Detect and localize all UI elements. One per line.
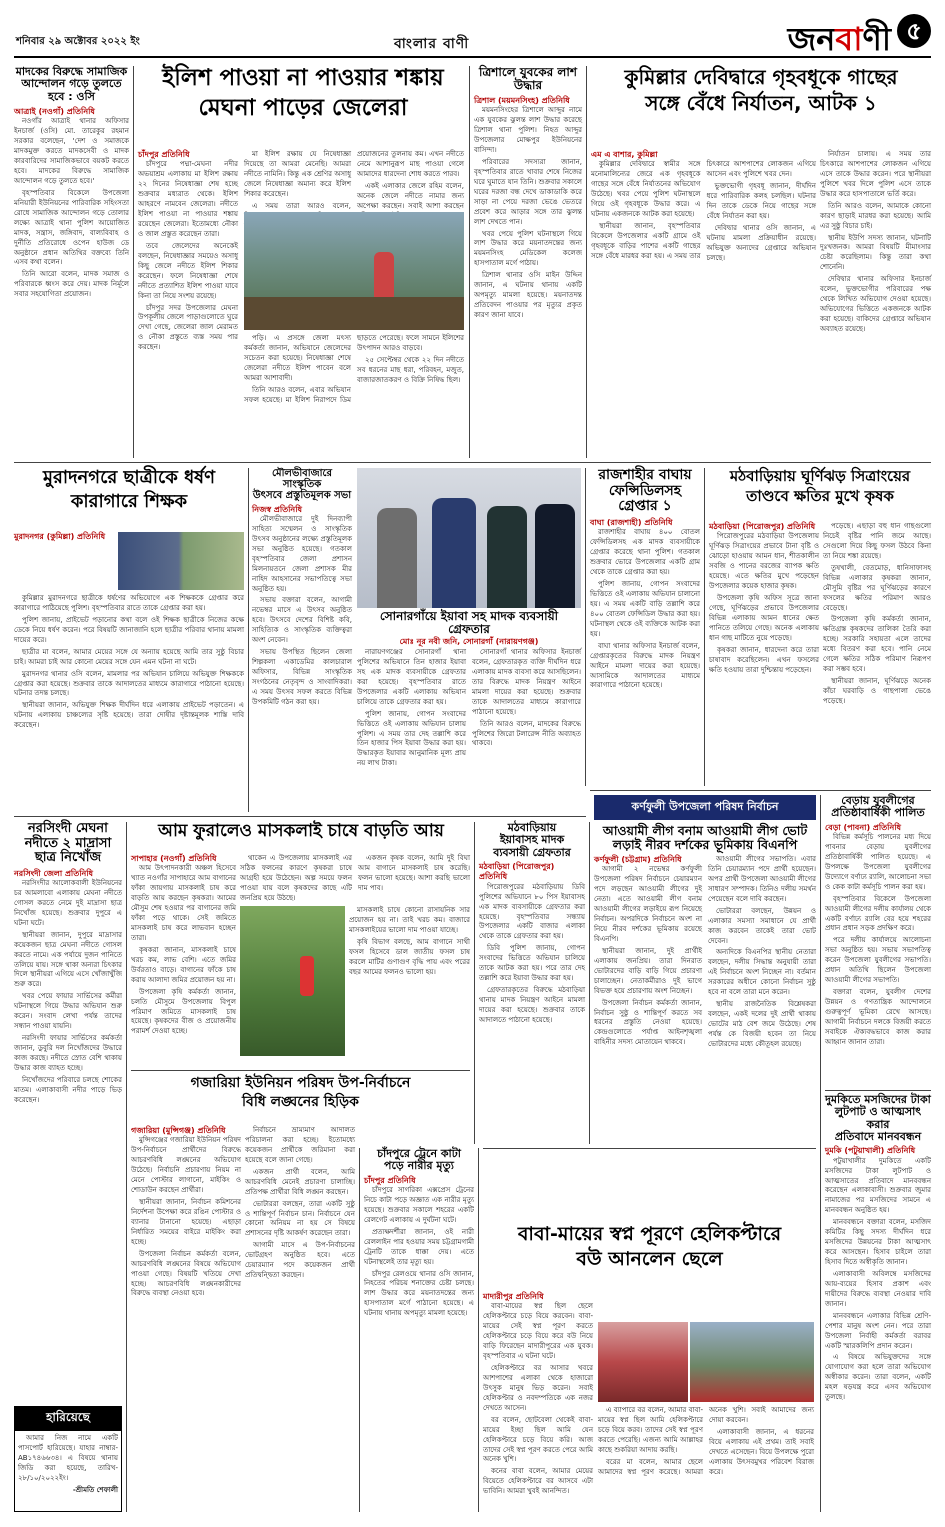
article-chandpur-train: চাঁদপুরে ট্রেনে কাটা পড়ে নারীর মৃত্যু চাঁদপুর প্রতিনিধি চাঁদপুরে সাগরিকা এক্সপ্রেস ট্রেনের নিচে কাটা পড়ে অজ্ঞাত এক নারীর মৃত্যু হয়েছে। শুক্রবার সকালে শহরের একটি রেলগেট এলাকায় এ দুর্ঘটনা ঘটে। প্রত্যক্ষদর্শীরা জানান, ওই নারী রেললাইন পার হওয়ার সময় চট্টগ্রামগামী ট্রেনটি তাকে ধাক্কা দেয়। এতে ঘটনাস্থলেই তার মৃত্যু হয়। চাঁদপুর রেলওয়ে থানার ওসি জানান, নিহতের পরিচয় শনাক্তের চেষ্টা চলছে। লাশ উদ্ধার করে ময়নাতদন্তের জন্য হাসপাতাল মর্গে পাঠানো হয়েছে। এ ঘটনায় থানায় অপমৃত্যু মামলা হয়েছে। (364, 1147, 474, 1318)
photo-groom (598, 1322, 688, 1402)
page-number: ৫ (897, 14, 931, 48)
masthead (14, 10, 931, 58)
article-bera: বেড়ায় যুবলীগের প্রতিষ্ঠাবার্ষিকী পালিত বেড়া (পাবনা) প্রতিনিধি বিভিন্ন কর্মসূচি পালনের মধ্য দিয়ে পাবনার বেড়ায় যুবলীগের প্রতিষ্ঠাবার্ষিকী পালিত হয়েছে। এ উপলক্ষে উপজেলা যুবলীগের উদ্যোগে বর্ণাঢ্য র‍্যালি, আলোচনা সভা ও কেক কাটা কর্মসূচি পালন করা হয়। বৃহস্পতিবার বিকেলে উপজেলা আওয়ামী লীগের দলীয় কার্যালয় থেকে একটি বর্ণাঢ্য র‍্যালি বের হয়ে শহরের প্রধান প্রধান সড়ক প্রদক্ষিণ করে। পরে দলীয় কার্যালয়ে আলোচনা সভা অনুষ্ঠিত হয়। সভায় সভাপতিত্ব করেন উপজেলা যুবলীগের সভাপতি। প্রধান অতিথি ছিলেন উপজেলা আওয়ামী লীগের সভাপতি। বক্তারা বলেন, যুবলীগ দেশের উন্নয়ন ও গণতান্ত্রিক আন্দোলনে গুরুত্বপূর্ণ ভূমিকা রেখে আসছে। আগামী নির্বাচনে দলকে বিজয়ী করতে সবাইকে ঐক্যবদ্ধভাবে কাজ করার আহ্বান জানান তারা। (825, 794, 931, 1046)
article-helicopter-col2 (598, 1292, 814, 1320)
byline: চাঁদপুর প্রতিনিধি (364, 1175, 416, 1185)
byline: দুমকি (পটুয়াখালী) প্রতিনিধি (825, 1146, 916, 1156)
article-sonargaon-headline: সোনারগাঁয়ে ইয়াবা সহ মাদক ব্যবসায়ী গ্রেফতার মোঃ নূর নবী জনি, সোনারগাঁ (নারায়ণগঞ্জ) (357, 610, 581, 646)
article-cyclone-headline: মঠবাড়িয়ায় ঘূর্ণিঝড় সিত্রাংয়ের তাণ্ডবে ক্ষতির মুখে কৃষক (729, 467, 911, 505)
article-karnaphuli: কর্ণফুলী উপজেলা পরিষদ নির্বাচন আওয়ামী লীগ বনাম আওয়ামী লীগ ভোট লড়াই নীরব দর্শকের ভূমিকায় বিএনপি কর্ণফুলী (চট্টগ্রাম) প্রতিনিধি আগামী ২ নভেম্বর কর্ণফুলী উপজেলা পরিষদ নির্বাচনে চেয়ারম্যান পদে লড়ছেন আওয়ামী লীগের দুই নেতা। এতে আওয়ামী লীগ বনাম আওয়ামী লীগের লড়াইয়ে রূপ নিয়েছে নির্বাচন। অপরদিকে নির্বাচনে অংশ না নিয়ে নীরব দর্শকের ভূমিকায় রয়েছে বিএনপি। স্থানীয়রা জানান, দুই প্রার্থীই এলাকায় জনপ্রিয়। তারা দিনরাত ভোটারদের বাড়ি বাড়ি গিয়ে প্রচারণা চালাচ্ছেন। নেতাকর্মীরাও দুই ভাগে বিভক্ত হয়ে প্রচারণায় অংশ নিচ্ছেন। উপজেলা নির্বাচন কর্মকর্তা জানান, নির্বাচন সুষ্ঠু ও শান্তিপূর্ণ করতে সব ধরনের প্রস্তুতি নেওয়া হয়েছে। কেন্দ্রগুলোতে পর্যাপ্ত আইনশৃঙ্খলা বাহিনীর সদস্য মোতায়েন থাকবে। আওয়ামী লীগের সভাপতি। এবার তিনি চেয়ারম্যান পদে প্রার্থী হয়েছেন। অপর প্রার্থী উপজেলা আওয়ামী লীগের সাধারণ সম্পাদক। তিনিও দলীয় সমর্থন পেয়েছেন বলে দাবি করছেন। ভোটাররা বলছেন, উন্নয়ন ও এলাকার সমস্যা সমাধানে যে প্রার্থী কাজ করবেন তাকেই তারা ভোট দেবেন। অন্যদিকে বিএনপির স্থানীয় নেতারা বলছেন, দলীয় সিদ্ধান্ত অনুযায়ী তারা এই নির্বাচনে অংশ নিচ্ছেন না। বর্তমান সরকারের অধীনে কোনো নির্বাচন সুষ্ঠু হবে না বলে তারা মনে করেন। স্থানীয় রাজনৈতিক বিশ্লেষকরা বলছেন, একই দলের দুই প্রার্থী থাকায় ভোটের মাঠ বেশ জমে উঠেছে। শেষ পর্যন্ত কে বিজয়ী হবেন তা নিয়ে ভোটারদের মধ্যে কৌতূহল রয়েছে। (594, 795, 816, 1145)
article-sonargaon-body: নারায়ণগঞ্জের সোনারগাঁ থানা পুলিশের অভিযানে তিন হাজার ইয়াবা সহ এক মাদক ব্যবসায়ীকে গ্রেফতার করা হয়েছে। বৃহস্পতিবার রাতে উপজেলার একটি এলাকায় অভিযান চালিয়ে তাকে গ্রেফতার করা হয়। পুলিশ জানায়, গোপন সংবাদের ভিত্তিতে ওই এলাকায় অভিযান চালায় পুলিশ। এ সময় তার দেহ তল্লাশি করে তিন হাজার পিস ইয়াবা উদ্ধার করা হয়। উদ্ধারকৃত ইয়াবার আনুমানিক মূল্য প্রায় নয় লাখ টাকা। সোনারগাঁ থানার অফিসার ইনচার্জ বলেন, গ্রেফতারকৃত ব্যক্তি দীর্ঘদিন ধরে এলাকায় মাদক ব্যবসা করে আসছিলেন। তার বিরুদ্ধে মাদক নিয়ন্ত্রণ আইনে মামলা দায়ের করা হয়েছে। শুক্রবার তাকে আদালতের মাধ্যমে কারাগারে পাঠানো হয়েছে। তিনি আরও বলেন, মাদকের বিরুদ্ধে পুলিশের জিরো টলারেন্স নীতি অব্যাহত থাকবে। (357, 648, 581, 768)
byline: নরসিংদী জেলা প্রতিনিধি (14, 868, 94, 878)
article-adrug: মাদকের বিরুদ্ধে সামাজিক আন্দোলন গড়ে তুলতে হবে : ওসি আত্রাই (নওগাঁ) প্রতিনিধি নওগাঁর আত্রাই থানার অফিসার ইনচার্জ (ওসি) মো. তারেকুর রহমান সরকার বলেছেন, 'দেশ ও সমাজকে মাদকমুক্ত করতে মাদকসেবী ও মাদক কারবারিদের সামাজিকভাবে বয়কট করতে হবে। মাদকের বিরুদ্ধে সামাজিক আন্দোলন গড়ে তুলতে হবে।' বৃহস্পতিবার বিকেলে উপজেলা মনিয়ারী ইউনিয়নের পারিবারিক সহিংসতা রোধে সামাজিক আন্দোলন গড়ে তোলার লক্ষ্যে আত্রাই থানা পুলিশ আয়োজিত মাদক, সন্ত্রাস, জঙ্গিবাদ, বাল্যবিবাহ ও দুর্নীতি প্রতিরোধে ওপেন হাউজ ডে অনুষ্ঠানে প্রধান অতিথির বক্তব্যে তিনি এসব কথা বলেন। তিনি আরো বলেন, মাদক সমাজ ও পরিবারকে ধ্বংস করে দেয়। মাদক নির্মূলে সবার সহযোগিতা প্রয়োজন। (14, 65, 129, 299)
byline: কর্ণফুলী (চট্টগ্রাম) প্রতিনিধি (594, 855, 682, 864)
photo-accused (118, 532, 244, 590)
article-gazaria-col2: নির্বাচনে ভ্রাম্যমাণ আদালত পরিচালনা করা হচ্ছে। ইতোমধ্যে কয়েকজন প্রার্থীকে জরিমানা করা হয়েছে বলে জানা গেছে। একজন প্রার্থী বলেন, আমি আচরণবিধি মেনেই প্রচারণা চালাচ্ছি। প্রতিপক্ষ প্রার্থীরা বিধি লঙ্ঘন করছেন। ভোটাররা বলছেন, তারা একটি সুষ্ঠু ও শান্তিপূর্ণ নির্বাচন চান। নির্বাচনে যেন কোনো অনিয়ম না হয় সে বিষয়ে প্রশাসনের দৃষ্টি আকর্ষণ করেছেন তারা। আগামী মাসে এ উপ-নির্বাচনের ভোটগ্রহণ অনুষ্ঠিত হবে। এতে চেয়ারম্যান পদে কয়েকজন প্রার্থী প্রতিদ্বন্দ্বিতা করছেন। (245, 1126, 355, 1280)
photo-field (240, 906, 345, 1056)
article-debidwar-body2: নির্যাতন চালায়। এ সময় তার চিৎকারে আশপাশের লোকজন এগিয়ে এসে তাকে উদ্ধার করেন। পরে স্থানীয়রা পুলিশে খবর দিলে পুলিশ এসে তাকে উদ্ধার করে হাসপাতালে ভর্তি করে। তিনি আরও বলেন, আমাকে কোনো কারণ ছাড়াই মারধর করা হয়েছে। আমি এর সুষ্ঠু বিচার চাই। স্থানীয় ইউপি সদস্য জানান, ঘটনাটি দুঃখজনক। আমরা বিষয়টি মীমাংসার চেষ্টা করেছিলাম। কিন্তু তারা কথা শোনেনি। দেবিদ্বার থানার অফিসার ইনচার্জ বলেন, ভুক্তভোগীর পরিবারের পক্ষ থেকে লিখিত অভিযোগ দেওয়া হয়েছে। অভিযোগের ভিত্তিতে একজনকে আটক করা হয়েছে। বাকিদের গ্রেপ্তারে অভিযান অব্যাহত রয়েছে। (820, 150, 931, 333)
byline: চাঁদপুর প্রতিনিধি (138, 150, 190, 159)
lost-notice-title: হারিয়েছে (15, 1407, 121, 1431)
issue-date: শনিবার ২৯ অক্টোবর ২০২২ ইং (16, 36, 140, 47)
article-mango-col1: সাপাহার (নওগাঁ) প্রতিনিধি আম উৎপাদনকারী অঞ্চল হিসেবে খ্যাত নওগাঁর সাপাহারে আম বাগানের ফাঁকা জায়গায় মাসকলাই চাষ করে বাড়তি আয় করছেন কৃষকরা। আমের মৌসুম শেষ হওয়ার পর বাগানের জমি ফাঁকা পড়ে থাকে। সেই জমিতে মাসকলাই চাষ করে লাভবান হচ্ছেন তারা। কৃষকরা জানান, মাসকলাই চাষে খরচ কম, লাভ বেশি। এতে জমির উর্বরতাও বাড়ে। বাগানের ফাঁকে চাষ করায় আলাদা জমির প্রয়োজন হয় না। উপজেলা কৃষি কর্মকর্তা জানান, চলতি মৌসুমে উপজেলায় বিপুল পরিমাণ জমিতে মাসকলাই চাষ হয়েছে। কৃষকদের বীজ ও প্রয়োজনীয় পরামর্শ দেওয়া হচ্ছে। (131, 854, 236, 1036)
article-narsingdi: নরসিংদী মেঘনা নদীতে ২ মাদ্রাসা ছাত্র নিখোঁজ নরসিংদী জেলা প্রতিনিধি নরসিংদীর আলোকবালী ইউনিয়নের চর আমলাবো এলাকায় মেঘনা নদীতে গোসল করতে নেমে দুই মাদ্রাসা ছাত্র নিখোঁজ হয়েছে। শুক্রবার দুপুরে এ ঘটনা ঘটে। স্থানীয়রা জানান, দুপুরে মাদ্রাসার কয়েকজন ছাত্র মেঘনা নদীতে গোসল করতে নামে। এক পর্যায়ে দুজন পানিতে তলিয়ে যায়। সঙ্গে থাকা অন্যরা চিৎকার দিলে স্থানীয়রা এগিয়ে এসে খোঁজাখুঁজি শুরু করে। খবর পেয়ে ফায়ার সার্ভিসের কর্মীরা ঘটনাস্থলে গিয়ে উদ্ধার অভিযান শুরু করেন। সংবাদ লেখা পর্যন্ত তাদের সন্ধান পাওয়া যায়নি। নরসিংদী ফায়ার সার্ভিসের কর্মকর্তা জানান, ডুবুরি দল নিখোঁজদের উদ্ধারে কাজ করছে। নদীতে স্রোত বেশি থাকায় উদ্ধার কাজ ব্যাহত হচ্ছে। নিখোঁজদের পরিবারে চলছে শোকের মাতম। এলাকাবাসী নদীর পাড়ে ভিড় করেছেন। (14, 821, 122, 1104)
logo: জনবাণী (787, 20, 891, 58)
article-debidwar-headline: কুমিল্লার দেবিদ্বারে গৃহবধূকে গাছের সঙ্গে বেঁধে নির্যাতন, আটক ১ (624, 65, 898, 116)
article-helicopter-col1: মাদারীপুর প্রতিনিধি বাবা-মায়ের স্বপ্ন ছিল ছেলে হেলিকপ্টারে চড়ে বিয়ে করবেন। বাবা-মায়ের সেই স্বপ্ন পূরণ করতে হেলিকপ্টারে চড়ে বিয়ে করে বউ নিয়ে বাড়ি ফিরেছেন মাদারীপুরের এক যুবক। বৃহস্পতিবার এ ঘটনা ঘটে। হেলিকপ্টারে বর আসার খবরে আশপাশের এলাকা থেকে হাজারো উৎসুক মানুষ ভিড় করেন। সবাই হেলিকপ্টার ও নবদম্পতিকে এক নজর দেখতে আসেন। বর বলেন, ছোটবেলা থেকেই বাবা-মায়ের ইচ্ছা ছিল আমি যেন হেলিকপ্টারে চড়ে বিয়ে করি। আজ তাদের সেই স্বপ্ন পূরণ করতে পেরে আমি অনেক খুশি। কনের বাবা বলেন, আমার মেয়ের বিয়েতে হেলিকপ্টারে বর আসবে এটা ভাবিনি। আমরা খুবই আনন্দিত। (483, 1292, 593, 1496)
byline: এম এ বাশার, কুমিল্লা (591, 150, 658, 159)
article-hilsa-col2: মা ইলিশ রক্ষায় যে নিষেধাজ্ঞা দিয়েছে তা আমরা মেনেছি। আমরা নদীতে নামিনি। কিন্তু এক শ্রেণির অসাধু জেলে নিষেধাজ্ঞা অমান্য করে ইলিশ শিকার করেছেন। এ সময় তারা আরও বলেন, প্রয়োজনের তুলনায় কম। এখন নদীতে নেমে আশানুরূপ মাছ পাওয়া গেলে আমাদের ধারদেনা শোধ করতে পারব। একই এলাকার জেলে রহিম বলেন, অনেক জেলে নদীতে নামার জন্য অপেক্ষা করছেন। সবাই আশা করছেন (244, 150, 464, 210)
byline: ত্রিশাল (ময়মনসিংহ) প্রতিনিধি (474, 95, 570, 105)
byline: বাঘা (রাজশাহী) প্রতিনিধি (590, 518, 673, 528)
photo-arrest (357, 468, 581, 608)
article-cyclone-col1: মঠবাড়িয়া (পিরোজপুর) প্রতিনিধি পিরোজপুরের মঠবাড়িয়া উপজেলায় ঘূর্ণিঝড় সিত্রাংয়ের প্রভাবে টানা বৃষ্টি ও ঝোড়ো হাওয়ায় আমন ধান, শীতকালীন সবজি ও পানের বরজের ব্যাপক ক্ষতি হয়েছে। এতে ক্ষতির মুখে পড়েছেন উপজেলার কয়েক হাজার কৃষক। উপজেলা কৃষি অফিস সূত্রে জানা গেছে, ঘূর্ণিঝড়ের প্রভাবে উপজেলার বিভিন্ন এলাকায় আমন ধানের ক্ষেত পানিতে তলিয়ে গেছে। অনেক এলাকায় ধান গাছ মাটিতে নুয়ে পড়েছে। কৃষকরা জানান, ধারদেনা করে তারা চাষাবাদ করেছিলেন। এখন ফসলের ক্ষতি হওয়ায় তারা দুশ্চিন্তায় পড়েছেন। (709, 522, 819, 674)
article-mango-col3: মাসকলাই চাষে কোনো রাসায়নিক সার প্রয়োজন হয় না। তাই খরচ কম। বাজারে মাসকলাইয়ের ভালো দাম পাওয়া যাচ্ছে। কৃষি বিভাগ বলছে, আম বাগানে সাথী ফসল হিসেবে ডাল জাতীয় ফসল চাষ করলে মাটির গুণাগুণ বৃদ্ধি পায় এবং পরের বছর আমের ফলনও ভালো হয়। (349, 906, 470, 976)
article-debidwar-body: এম এ বাশার, কুমিল্লা কুমিল্লার দেবিদ্বারে স্বামীর সঙ্গে মনোমালিন্যের জেরে এক গৃহবধূকে গাছের সঙ্গে বেঁধে নির্যাতনের অভিযোগ উঠেছে। খবর পেয়ে পুলিশ ঘটনাস্থলে গিয়ে ওই গৃহবধূকে উদ্ধার করে। এ ঘটনায় একজনকে আটক করা হয়েছে। স্থানীয়রা জানান, বৃহস্পতিবার বিকেলে উপজেলার একটি গ্রামে ওই গৃহবধূকে বাড়ির পাশের একটি গাছের সঙ্গে বেঁধে মারধর করা হয়। এ সময় তার চিৎকারে আশপাশের লোকজন এগিয়ে আসেন এবং পুলিশে খবর দেন। ভুক্তভোগী গৃহবধূ জানান, দীর্ঘদিন ধরে পারিবারিক কলহ চলছিল। ঘটনার দিন তাকে ডেকে নিয়ে গাছের সঙ্গে বেঁধে নির্যাতন করা হয়। দেবিদ্বার থানার ওসি জানান, এ ঘটনায় মামলা প্রক্রিয়াধীন রয়েছে। অভিযুক্ত অন্যদের গ্রেপ্তারে অভিযান চলছে। (591, 150, 816, 262)
byline: বেড়া (পাবনা) প্রতিনিধি (825, 822, 902, 832)
byline: সাপাহার (নওগাঁ) প্রতিনিধি (131, 854, 217, 863)
article-hilsa-headline: ইলিশ পাওয়া না পাওয়ার শঙ্কায় মেঘনা পাড়ের জেলেরা (162, 65, 444, 121)
article-gazaria-headline: গজারিয়া ইউনিয়ন পরিষদ উপ-নির্বাচনে বিধি লঙ্ঘনের হিড়িক (190, 1075, 411, 1110)
article-trishal: ত্রিশালে যুবকের লাশ উদ্ধার ত্রিশাল (ময়মনসিংহ) প্রতিনিধি ময়মনসিংহের ত্রিশালে আব্দুর নামে এক যুবকের ঝুলন্ত লাশ উদ্ধার করেছে ত্রিশাল থানা পুলিশ। নিহত আব্দুর উপজেলার মোক্ষপুর ইউনিয়নের বাসিন্দা। পরিবারের সদস্যরা জানান, বৃহস্পতিবার রাতে খাবার শেষে নিজের ঘরে ঘুমাতে যান তিনি। শুক্রবার সকালে ঘরের দরজা বন্ধ দেখে ডাকাডাকি করে সাড়া না পেয়ে দরজা ভেঙে ভেতরে প্রবেশ করে আড়ার সঙ্গে তার ঝুলন্ত লাশ দেখতে পান। খবর পেয়ে পুলিশ ঘটনাস্থলে গিয়ে লাশ উদ্ধার করে ময়নাতদন্তের জন্য ময়মনসিংহ মেডিকেল কলেজ হাসপাতাল মর্গে পাঠায়। ত্রিশাল থানার ওসি মাইন উদ্দিন জানান, এ ঘটনায় থানায় একটি অপমৃত্যু মামলা হয়েছে। ময়নাতদন্ত প্রতিবেদন পাওয়ার পর মৃত্যুর প্রকৃত কারণ জানা যাবে। (474, 65, 582, 320)
article-moulvibazar: মৌলভীবাজারে সাংস্কৃতিক উৎসবে প্রস্তুতিমূলক সভা নিজস্ব প্রতিনিধি মৌলভীবাজারে দুই দিনব্যাপী সাহিত্য সম্মেলন ও সাংস্কৃতিক উৎসব অনুষ্ঠানের লক্ষ্যে প্রস্তুতিমূলক সভা অনুষ্ঠিত হয়েছে। গতকাল বৃহস্পতিবার জেলা প্রশাসন মিলনায়তনে জেলা প্রশাসক মীর নাহিদ আহসানের সভাপতিত্বে সভা অনুষ্ঠিত হয়। সভায় বক্তারা বলেন, আগামী নভেম্বর মাসে এ উৎসব অনুষ্ঠিত হবে। উৎসবে দেশের বিশিষ্ট কবি, সাহিত্যিক ও সাংস্কৃতিক ব্যক্তিত্বরা অংশ নেবেন। সভায় উপস্থিত ছিলেন জেলা শিল্পকলা একাডেমির কালচারাল অফিসার, বিভিন্ন সাংস্কৃতিক সংগঠনের নেতৃবৃন্দ ও সাংবাদিকরা। এ সময় উৎসব সফল করতে বিভিন্ন উপকমিটি গঠন করা হয়। (252, 468, 352, 706)
article-helicopter-headline: বাবা-মায়ের স্বপ্ন পূরণে হেলিকপ্টারে বউ আনলেন ছেলে (517, 1223, 782, 1271)
article-muradnagar-by (14, 532, 114, 580)
article-mathbaria-yaba: মঠবাড়িয়ায় ইয়াবাসহ মাদক ব্যবসায়ী গ্রেফতার মঠবাড়িয়া (পিরোজপুর) প্রতিনিধি পিরোজপুরের মঠবাড়িয়ায় ডিবি পুলিশের অভিযানে ৮০ পিস ইয়াবাসহ এক মাদক ব্যবসায়ীকে গ্রেফতার করা হয়েছে। বৃহস্পতিবার সন্ধ্যায় উপজেলার একটি বাজার এলাকা থেকে তাকে গ্রেফতার করা হয়। ডিবি পুলিশ জানায়, গোপন সংবাদের ভিত্তিতে অভিযান চালিয়ে তাকে আটক করা হয়। পরে তার দেহ তল্লাশি করে ইয়াবা উদ্ধার করা হয়। গ্রেফতারকৃতের বিরুদ্ধে মঠবাড়িয়া থানায় মাদক নিয়ন্ত্রণ আইনে মামলা দায়ের করা হয়েছে। শুক্রবার তাকে আদালতে পাঠানো হয়েছে। (479, 821, 585, 1024)
byline: মঠবাড়িয়া (পিরোজপুর) প্রতিনিধি (479, 861, 555, 882)
article-mango-col2: থাকেন এ উপজেলায় মাসকলাই এর সঠিক ফলনের কারণে কৃষকরা চাষে আগ্রহী হয়ে উঠেছেন। অল্প সময়ে ফলন পাওয়া যায় বলে কৃষকদের কাছে এটি জনপ্রিয় হয়ে উঠছে। একজন কৃষক বলেন, আমি দুই বিঘা আম বাগানে মাসকলাই চাষ করেছি। ফলন ভালো হয়েছে। আশা করছি ভালো দাম পাব। (240, 854, 470, 902)
byline: আত্রাই (নওগাঁ) প্রতিনিধি (14, 106, 95, 116)
article-bagha: রাজশাহীর বাঘায় ফেন্সিডিলসহ গ্রেপ্তার ১ বাঘা (রাজশাহী) প্রতিনিধি রাজশাহীর বাঘায় ৪০০ বোতল ফেন্সিডিলসহ এক মাদক ব্যবসায়ীকে গ্রেপ্তার করেছে থানা পুলিশ। গতকাল শুক্রবার ভোরে উপজেলার একটি গ্রাম থেকে তাকে গ্রেপ্তার করা হয়। পুলিশ জানায়, গোপন সংবাদের ভিত্তিতে ওই এলাকায় অভিযান চালানো হয়। এ সময় একটি বাড়ি তল্লাশি করে ৪০০ বোতল ফেন্সিডিল উদ্ধার করা হয়। ঘটনাস্থল থেকে ওই ব্যক্তিকে আটক করা হয়। বাঘা থানার অফিসার ইনচার্জ বলেন, গ্রেপ্তারকৃতের বিরুদ্ধে মাদক নিয়ন্ত্রণ আইনে মামলা দায়ের করা হয়েছে। আসামিকে আদালতের মাধ্যমে কারাগারে পাঠানো হয়েছে। (590, 467, 700, 690)
byline: মঠবাড়িয়া (পিরোজপুর) প্রতিনিধি (709, 522, 816, 531)
byline: নিজস্ব প্রতিনিধি (252, 504, 302, 514)
byline: মাদারীপুর প্রতিনিধি (483, 1292, 544, 1301)
byline: মোঃ নূর নবী জনি, সোনারগাঁ (নারায়ণগঞ্জ) (399, 636, 539, 646)
article-cyclone-col2: পড়েছে। এছাড়া বহু ধান গাছগুলো নিচেই বৃষ্টির পানি জমে আছে। সেগুলো দিয়ে কিছু ফসল উঠবে কিনা তা নিয়ে শঙ্কা রয়েছে। তুষখালী, বেতমোড়, ধানিসাফাসহ বিভিন্ন এলাকার কৃষকরা জানান, মৌসুমি বৃষ্টির পর ঘূর্ণিঝড়ের কারণে ফসলের ক্ষতির পরিমাণ আরও বেড়েছে। উপজেলা কৃষি কর্মকর্তা জানান, ক্ষতিগ্রস্ত কৃষকদের তালিকা তৈরি করা হচ্ছে। সরকারি সহায়তা এলে তাদের মধ্যে বিতরণ করা হবে। পানি নেমে গেলে ক্ষতির সঠিক পরিমাণ নিরূপণ করা সম্ভব হবে। স্থানীয়রা জানান, ঘূর্ণিঝড়ে অনেক কাঁচা ঘরবাড়ি ও গাছপালা ভেঙে পড়েছে। (823, 522, 931, 705)
article-gazaria-col1: গজারিয়া (মুন্সিগঞ্জ) প্রতিনিধি মুন্সিগঞ্জের গজারিয়া ইউনিয়ন পরিষদ উপ-নির্বাচনে প্রার্থীদের বিরুদ্ধে আচরণবিধি লঙ্ঘনের অভিযোগ উঠেছে। নির্বাচনি প্রচারণায় নিয়ম না মেনে পোস্টার লাগানো, মাইকিং ও শোডাউন করছেন প্রার্থীরা। স্থানীয়রা জানান, নির্বাচন কমিশনের নির্দেশনা উপেক্ষা করে রঙিন পোস্টার ও ব্যানার টানানো হয়েছে। এছাড়া নির্ধারিত সময়ের বাইরে মাইকিং করা হচ্ছে। উপজেলা নির্বাচন কর্মকর্তা বলেন, আচরণবিধি লঙ্ঘনের বিষয়ে অভিযোগ পাওয়া গেছে। বিষয়টি খতিয়ে দেখা হচ্ছে। আচরণবিধি লঙ্ঘনকারীদের বিরুদ্ধে ব্যবস্থা নেওয়া হবে। (131, 1126, 241, 1298)
article-hilsa-col1: চাঁদপুর প্রতিনিধি চাঁদপুরে পদ্মা-মেঘনা নদীর অভয়াশ্রম এলাকায় মা ইলিশ রক্ষায় ২২ দিনের নিষেধাজ্ঞা শেষ হচ্ছে শুক্রবার মধ্যরাত থেকে। ইলিশ আহরণে নামবেন জেলেরা। নদীতে ইলিশ পাওয়া না পাওয়ার শঙ্কায় রয়েছেন জেলেরা। ইতোমধ্যে নৌকা ও জাল প্রস্তুত করেছেন তারা। তবে জেলেদের অনেকেই বলছেন, নিষেধাজ্ঞার সময়েও অসাধু কিছু জেলে নদীতে ইলিশ শিকার করেছেন। ফলে নিষেধাজ্ঞা শেষে নদীতে প্রত্যাশিত ইলিশ পাওয়া যাবে কিনা তা নিয়ে সংশয় রয়েছে। চাঁদপুর সদর উপজেলার মেঘনা উপকূলীয় জেলে পাড়াগুলোতে ঘুরে দেখা গেছে, জেলেরা জাল মেরামত ও নৌকা প্রস্তুতে ব্যস্ত সময় পার করছেন। (138, 150, 238, 352)
byline: গজারিয়া (মুন্সিগঞ্জ) প্রতিনিধি (131, 1126, 226, 1135)
photo-helicopter (690, 1322, 814, 1402)
article-muradnagar-headline: মুরাদনগরে ছাত্রীকে ধর্ষণ কারাগারে শিক্ষক (42, 467, 215, 513)
section-kicker: কর্ণফুলী উপজেলা পরিষদ নির্বাচন (594, 795, 816, 820)
lost-notice: হারিয়েছে আমার নিজ নামে একটি পাসপোর্ট হারিয়েছে। যাহার নাম্বার- AB১৭৪৬৬৩৪। এ বিষয়ে থানায় জিডি করা হয়েছে, তারিখ- ২৮/১০/২০২২ইং। -শ্রীমতি শেফালী (14, 1406, 122, 1512)
photo-fishermen (244, 212, 464, 330)
byline: মুরাদনগর (কুমিল্লা) প্রতিনিধি (14, 532, 106, 541)
article-dumki: দুমকিতে মসজিদের টাকা লুটপাট ও আত্মসাৎ করার প্রতিবাদে মানববন্ধন দুমকি (পটুয়াখালী) প্রতিনিধি পটুয়াখালীর দুমকিতে একটি মসজিদের টাকা লুটপাট ও আত্মসাতের প্রতিবাদে মানববন্ধন করেছেন এলাকাবাসী। শুক্রবার জুমার নামাজের পর মসজিদের সামনে এ মানববন্ধন অনুষ্ঠিত হয়। মানববন্ধনে বক্তারা বলেন, মসজিদ কমিটির কিছু সদস্য দীর্ঘদিন ধরে মসজিদের উন্নয়নের টাকা আত্মসাৎ করে আসছেন। হিসাব চাইলে তারা হিসাব দিতে অস্বীকৃতি জানান। এলাকাবাসী অবিলম্বে মসজিদের আয়-ব্যয়ের হিসাব প্রকাশ এবং দায়ীদের বিরুদ্ধে ব্যবস্থা নেওয়ার দাবি জানান। মানববন্ধনে এলাকার বিভিন্ন শ্রেণি-পেশার মানুষ অংশ নেন। পরে তারা উপজেলা নির্বাহী কর্মকর্তা বরাবর একটি স্মারকলিপি প্রদান করেন। এ বিষয়ে অভিযুক্তদের সঙ্গে যোগাযোগ করা হলে তারা অভিযোগ অস্বীকার করেন। তারা বলেন, একটি মহল ষড়যন্ত্র করে এসব অভিযোগ তুলছে। (825, 1093, 931, 1402)
headline: মাদকের বিরুদ্ধে সামাজিক আন্দোলন গড়ে তুলতে হবে : ওসি (15, 65, 128, 103)
article-hilsa-col3: পড়ি। এ প্রসঙ্গে জেলা মৎস্য কর্মকর্তা জানান, অভিযানে জেলেদের সচেতন করা হয়েছে। নিষেধাজ্ঞা শেষে জেলেরা নদীতে ইলিশ পাবেন বলে আমরা আশাবাদী। তিনি আরও বলেন, এবার অভিযান সফল হয়েছে। মা ইলিশ নিরাপদে ডিম ছাড়তে পেরেছে। ফলে সামনে ইলিশের উৎপাদন আরও বাড়বে। ২৫ সেপ্টেম্বর থেকে ২২ দিন নদীতে সব ধরনের মাছ ধরা, পরিবহন, মজুত, বাজারজাতকরণ ও বিক্রি নিষিদ্ধ ছিল। (244, 334, 464, 404)
article-mango-headline: আম ফুরালেও মাসকলাই চাষে বাড়তি আয় (158, 821, 444, 841)
article-muradnagar-body: কুমিল্লার মুরাদনগরে ছাত্রীকে ধর্ষণের অভিযোগে এক শিক্ষককে গ্রেপ্তার করে কারাগারে পাঠিয়েছে পুলিশ। বৃহস্পতিবার রাতে তাকে গ্রেপ্তার করা হয়। পুলিশ জানায়, প্রাইভেট পড়ানোর কথা বলে ওই শিক্ষক ছাত্রীকে নিজের কক্ষে ডেকে নিয়ে ধর্ষণ করেন। পরে বিষয়টি জানাজানি হলে ছাত্রীর পরিবার থানায় মামলা দায়ের করে। ছাত্রীর মা বলেন, আমার মেয়ের সঙ্গে যে অন্যায় হয়েছে আমি তার সুষ্ঠু বিচার চাই। আমরা চাই আর কোনো মেয়ের সঙ্গে যেন এমন ঘটনা না ঘটে। মুরাদনগর থানার ওসি বলেন, মামলার পর অভিযান চালিয়ে অভিযুক্ত শিক্ষককে গ্রেপ্তার করা হয়েছে। শুক্রবার তাকে আদালতের মাধ্যমে কারাগারে পাঠানো হয়েছে। ঘটনার তদন্ত চলছে। স্থানীয়রা জানান, অভিযুক্ত শিক্ষক দীর্ঘদিন ধরে এলাকায় প্রাইভেট পড়াতেন। এ ঘটনায় এলাকায় চাঞ্চল্যের সৃষ্টি হয়েছে। তারা দোষীর দৃষ্টান্তমূলক শাস্তি দাবি করেছেন। (14, 594, 244, 730)
section-name: বাংলার বাণী (394, 36, 470, 52)
article-helicopter-col3: এ ব্যাপারে বর বলেন, আমার বাবা-মায়ের স্বপ্ন ছিল আমি হেলিকপ্টারে চড়ে বিয়ে করব। তাদের সেই স্বপ্ন পূরণ করতে পেরেছি। এজন্য আমি আল্লাহর কাছে শুকরিয়া আদায় করছি। বরের মা বলেন, আমার ছেলে আমাদের স্বপ্ন পূরণ করেছে। আমরা অনেক খুশি। সবাই আমাদের জন্য দোয়া করবেন। এলাকাবাসী জানান, এ ধরনের বিয়ে এলাকায় এই প্রথম। তাই সবাই দেখতে এসেছেন। বিয়ে উপলক্ষে পুরো এলাকায় উৎসবমুখর পরিবেশ বিরাজ করে। (598, 1406, 814, 1476)
